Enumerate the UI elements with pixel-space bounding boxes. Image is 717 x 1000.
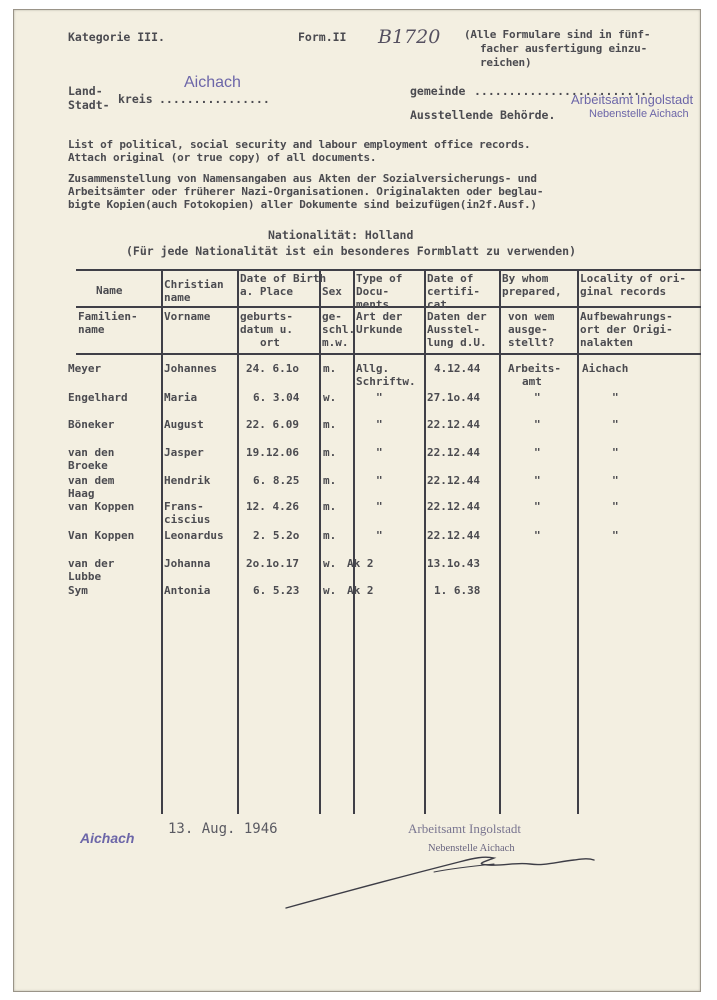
kreis-stamp: Aichach xyxy=(184,74,241,91)
row-4-sex: m. xyxy=(323,474,337,487)
col-loc-de-1: Aufbewahrungs- xyxy=(580,310,673,323)
col-loc-en-1: Locality of ori- xyxy=(580,272,686,285)
col-name-de-1: Familien- xyxy=(78,310,138,323)
row-5-date: 22.12.44 xyxy=(427,500,480,513)
office-stamp-line1: Arbeitsamt Ingolstadt xyxy=(408,821,522,836)
row-3-date: 22.12.44 xyxy=(427,446,480,459)
row-8-date: 1. 6.38 xyxy=(434,584,481,597)
row-2-name: Böneker xyxy=(68,418,115,431)
row-4-vorname: Hendrik xyxy=(164,474,211,487)
col-name-en: Name xyxy=(96,284,123,297)
row-5-vorname-1: Frans- xyxy=(164,500,204,513)
row-3-sex: m. xyxy=(323,446,337,459)
row-0-doc-1: Allg. xyxy=(356,362,390,375)
row-7-sex: w. xyxy=(323,557,337,570)
form-label: Form.II xyxy=(298,30,347,44)
row-0-by-1: Arbeits- xyxy=(508,362,561,375)
row-8-birth: 6. 5.23 xyxy=(253,584,300,597)
row-8-vorname: Antonia xyxy=(164,584,211,597)
col-birth-de-1: geburts- xyxy=(240,310,293,323)
place-stamp: Aichach xyxy=(80,830,135,846)
date-stamp: 13. Aug. 1946 xyxy=(168,821,278,837)
col-date-de-2: Ausstel- xyxy=(427,323,480,336)
handwritten-number: B1720 xyxy=(378,26,441,48)
row-2-loc: " xyxy=(612,418,619,431)
instructions-line2: facher ausfertigung einzu- xyxy=(480,42,647,55)
col-sex-de-1: ge- xyxy=(322,310,342,323)
gemeinde-label: gemeinde xyxy=(410,84,466,98)
instructions-line1: (Alle Formulare sind in fünf- xyxy=(464,28,651,41)
row-2-sex: m. xyxy=(323,418,337,431)
kreis-label: kreis xyxy=(118,92,153,106)
col-vorname-de-1: Vorname xyxy=(164,310,211,323)
row-5-by: " xyxy=(534,500,541,513)
row-7-name-1: van der xyxy=(68,557,115,570)
row-5-vorname-2: ciscius xyxy=(164,513,211,526)
row-0-sex: m. xyxy=(323,362,337,375)
stadt-label: Stadt- xyxy=(68,98,110,112)
row-5-loc: " xyxy=(612,500,619,513)
row-4-name-1: van dem xyxy=(68,474,115,487)
col-loc-en-2: ginal records xyxy=(580,285,667,298)
row-5-doc: " xyxy=(376,500,383,513)
row-0-by-2: amt xyxy=(522,375,542,388)
row-5-name: van Koppen xyxy=(68,500,135,513)
row-0-name: Meyer xyxy=(68,362,102,375)
col-doc-de-2: Urkunde xyxy=(356,323,403,336)
col-divider-6 xyxy=(499,269,501,814)
row-1-date: 27.1o.44 xyxy=(427,391,480,404)
row-4-name-2: Haag xyxy=(68,487,95,500)
col-birth-de-3: ort xyxy=(260,336,280,349)
col-date-en-3: cat xyxy=(427,298,447,311)
row-6-doc: " xyxy=(376,529,383,542)
intro-english-1: List of political, social security and labour employment office records. xyxy=(68,138,531,151)
row-7-date: 13.1o.43 xyxy=(427,557,480,570)
col-date-en-1: Date of xyxy=(427,272,474,285)
intro-german-1: Zusammenstellung von Namensangaben aus Akten der Sozialversicherungs- und xyxy=(68,172,537,185)
row-7-vorname: Johanna xyxy=(164,557,211,570)
row-2-vorname: August xyxy=(164,418,204,431)
instructions-line3: reichen) xyxy=(480,56,532,69)
row-3-name-1: van den xyxy=(68,446,115,459)
row-4-by: " xyxy=(534,474,541,487)
row-4-doc: " xyxy=(376,474,383,487)
col-birth-en-1: Date of Birth xyxy=(240,272,327,285)
col-doc-en-2: Docu- xyxy=(356,285,390,298)
table-top-rule xyxy=(76,269,701,271)
col-by-en-2: prepared, xyxy=(502,285,562,298)
table-body-rule xyxy=(76,353,701,355)
col-date-de-3: lung d.U. xyxy=(427,336,487,349)
col-birth-de-2: datum u. xyxy=(240,323,293,336)
row-1-sex: w. xyxy=(323,391,337,404)
col-divider-2 xyxy=(237,269,239,814)
row-0-date: 4.12.44 xyxy=(434,362,481,375)
kreis-dots: ................ xyxy=(159,92,270,106)
col-name-de-2: name xyxy=(78,323,105,336)
intro-german-3: bigte Kopien(auch Fotokopien) aller Dokumente sind beizufügen(in2f.Ausf.) xyxy=(68,198,537,211)
col-divider-5 xyxy=(424,269,426,814)
nationality-title: Nationalität: Holland xyxy=(268,228,414,242)
row-6-by: " xyxy=(534,529,541,542)
row-3-doc: " xyxy=(376,446,383,459)
row-1-vorname: Maria xyxy=(164,391,198,404)
col-vorname-en-1: Christian xyxy=(164,278,224,291)
col-date-de-1: Daten der xyxy=(427,310,487,323)
row-1-birth: 6. 3.04 xyxy=(253,391,300,404)
row-0-doc-2: Schriftw. xyxy=(356,375,416,388)
row-6-name: Van Koppen xyxy=(68,529,135,542)
row-5-sex: m. xyxy=(323,500,337,513)
row-0-vorname: Johannes xyxy=(164,362,217,375)
gemeinde-dots: .......................... xyxy=(474,84,655,98)
row-6-vorname: Leonardus xyxy=(164,529,224,542)
row-3-loc: " xyxy=(612,446,619,459)
row-2-by: " xyxy=(534,418,541,431)
col-loc-de-3: nalakten xyxy=(580,336,633,349)
col-by-en-1: By whom xyxy=(502,272,549,285)
col-doc-de-1: Art der xyxy=(356,310,403,323)
row-2-birth: 22. 6.09 xyxy=(246,418,299,431)
office-stamp-line2: Nebenstelle Aichach xyxy=(428,843,515,854)
col-by-de-3: stellt? xyxy=(508,336,555,349)
row-8-sex: w. xyxy=(323,584,337,597)
row-3-name-2: Broeke xyxy=(68,459,108,472)
col-sex-de-3: m.w. xyxy=(322,336,349,349)
row-3-by: " xyxy=(534,446,541,459)
row-8-name: Sym xyxy=(68,584,88,597)
row-7-doc: Ak 2 xyxy=(347,557,374,570)
col-by-de-2: ausge- xyxy=(508,323,548,336)
land-label: Land- xyxy=(68,84,103,98)
row-6-birth: 2. 5.2o xyxy=(253,529,300,542)
row-7-name-2: Lubbe xyxy=(68,570,102,583)
col-loc-de-2: ort der Origi- xyxy=(580,323,673,336)
nationality-note: (Für jede Nationalität ist ein besonderes Formblatt zu verwenden) xyxy=(126,244,577,258)
row-2-date: 22.12.44 xyxy=(427,418,480,431)
row-0-birth: 24. 6.1o xyxy=(246,362,299,375)
row-3-birth: 19.12.06 xyxy=(246,446,299,459)
row-5-birth: 12. 4.26 xyxy=(246,500,299,513)
row-1-name: Engelhard xyxy=(68,391,128,404)
behoerde-stamp-line2: Nebenstelle Aichach xyxy=(589,108,689,120)
col-divider-4 xyxy=(353,269,355,814)
row-8-doc: Ak 2 xyxy=(347,584,374,597)
document-page xyxy=(13,9,701,992)
col-by-de-1: von wem xyxy=(508,310,555,323)
row-3-vorname: Jasper xyxy=(164,446,204,459)
row-1-doc: " xyxy=(376,391,383,404)
col-doc-en-1: Type of xyxy=(356,272,403,285)
row-7-birth: 2o.1o.17 xyxy=(246,557,299,570)
col-doc-en-3: ments xyxy=(356,298,390,311)
col-birth-en-2: a. Place xyxy=(240,285,293,298)
row-4-birth: 6. 8.25 xyxy=(253,474,300,487)
row-4-loc: " xyxy=(612,474,619,487)
col-sex-en-1: Sex xyxy=(322,285,342,298)
col-date-en-2: certifi- xyxy=(427,285,480,298)
col-sex-de-2: schl. xyxy=(322,323,356,336)
signature xyxy=(284,848,604,914)
row-2-doc: " xyxy=(376,418,383,431)
behoerde-label: Ausstellende Behörde. xyxy=(410,108,556,122)
row-4-date: 22.12.44 xyxy=(427,474,480,487)
col-divider-1 xyxy=(161,269,163,814)
row-6-date: 22.12.44 xyxy=(427,529,480,542)
row-0-loc: Aichach xyxy=(582,362,629,375)
kategorie-label: Kategorie III. xyxy=(68,30,165,44)
row-1-by: " xyxy=(534,391,541,404)
intro-english-2: Attach original (or true copy) of all documents. xyxy=(68,151,377,164)
col-divider-7 xyxy=(577,269,579,814)
row-6-loc: " xyxy=(612,529,619,542)
row-6-sex: m. xyxy=(323,529,337,542)
col-divider-3 xyxy=(319,269,321,814)
behoerde-stamp-line1: Arbeitsamt Ingolstadt xyxy=(571,92,694,107)
row-1-loc: " xyxy=(612,391,619,404)
intro-german-2: Arbeitsämter oder früherer Nazi-Organisationen. Originalakten oder beglau- xyxy=(68,185,544,198)
col-vorname-en-2: name xyxy=(164,291,191,304)
